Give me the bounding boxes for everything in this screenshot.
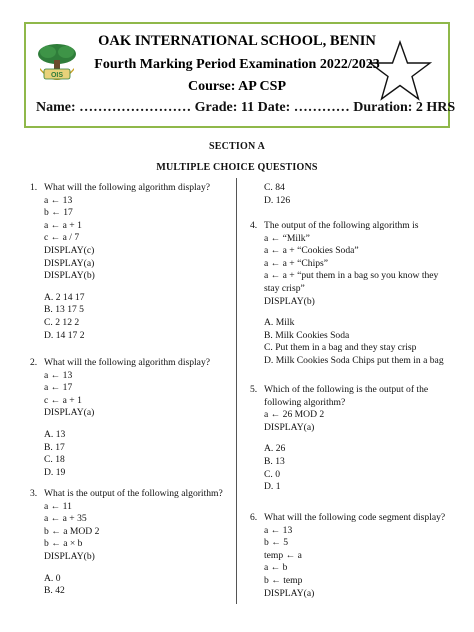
- code-line: b ← 5: [264, 537, 288, 549]
- column-divider: [236, 178, 237, 604]
- student-info-line: Name: …………………… Grade: 11 Date: ………… Duration: 2 HRS: [36, 100, 456, 115]
- code-line: DISPLAY(b): [44, 270, 95, 282]
- answer-option: B. 13: [264, 455, 285, 467]
- answer-option: D. Milk Cookies Soda Chips put them in a bag: [264, 354, 444, 366]
- question-text-continued: following algorithm?: [264, 396, 346, 408]
- code-line: a ← 26 MOD 2: [264, 409, 325, 421]
- answer-option: B. 42: [44, 585, 65, 597]
- code-line: DISPLAY(c): [44, 244, 95, 256]
- question-text: What is the output of the following algorithm?: [44, 488, 223, 499]
- logo-text: OIS: [50, 72, 64, 79]
- question-number: 3.: [30, 488, 38, 499]
- answer-option: C. 84: [264, 182, 285, 193]
- answer-option: D. 1: [264, 481, 281, 493]
- code-line: DISPLAY(a): [44, 407, 95, 419]
- answer-option: A. 0: [44, 572, 61, 584]
- code-line: DISPLAY(b): [44, 550, 95, 562]
- question-number: 2.: [30, 357, 38, 368]
- answer-option: D. 126: [264, 194, 291, 206]
- code-line: a ← a + “Chips”: [264, 257, 329, 269]
- answer-option: A. 2 14 17: [44, 291, 85, 303]
- code-line: a ← “Milk”: [264, 232, 310, 244]
- question-number: 6.: [250, 512, 258, 523]
- answer-option: C. Put them in a bag and they stay crisp: [264, 342, 417, 354]
- answer-option: D. 14 17 2: [44, 329, 85, 341]
- code-line: DISPLAY(a): [264, 587, 315, 599]
- answer-option: B. Milk Cookies Soda: [264, 329, 350, 341]
- code-line: stay crisp”: [264, 282, 305, 294]
- code-line: b ← 17: [44, 207, 73, 219]
- answer-option: A. Milk: [264, 317, 295, 329]
- code-line: a ← 13: [44, 194, 73, 206]
- code-line: a ← a + “Cookies Soda”: [264, 245, 359, 257]
- answer-option: D. 19: [44, 466, 66, 478]
- exam-title: Fourth Marking Period Examination 2022/2023: [94, 57, 380, 72]
- code-line: a ← b: [264, 562, 288, 574]
- question-number: 4.: [250, 220, 258, 231]
- code-line: temp ← a: [264, 549, 302, 561]
- answer-option: C. 18: [44, 454, 65, 466]
- code-line: b ← a MOD 2: [44, 525, 100, 537]
- code-line: a ← a + 35: [44, 513, 87, 525]
- question-text: What will the following algorithm display?: [44, 357, 210, 368]
- section-subtitle: MULTIPLE CHOICE QUESTIONS: [156, 162, 318, 173]
- question-number: 1.: [30, 182, 38, 193]
- code-line: a ← a + 1: [44, 219, 82, 231]
- code-line: a ← a + “put them in a bag so you know they: [264, 270, 439, 282]
- code-line: DISPLAY(b): [264, 295, 315, 307]
- section-title: SECTION A: [209, 141, 265, 152]
- answer-option: A. 13: [44, 428, 66, 440]
- code-line: a ← 11: [44, 500, 72, 512]
- code-line: a ← 13: [264, 524, 293, 536]
- code-line: c ← a / 7: [44, 232, 80, 244]
- answer-option: C. 2 12 2: [44, 316, 80, 328]
- question-text: What will the following algorithm display?: [44, 182, 210, 193]
- question-number: 5.: [250, 384, 258, 395]
- answer-option: A. 26: [264, 443, 286, 455]
- code-line: DISPLAY(a): [264, 421, 315, 433]
- question-text: What will the following code segment display?: [264, 512, 446, 523]
- answer-option: B. 17: [44, 441, 65, 453]
- question-text: Which of the following is the output of the: [264, 384, 429, 395]
- code-line: b ← temp: [264, 574, 303, 586]
- code-line: DISPLAY(a): [44, 257, 95, 269]
- code-line: c ← a + 1: [44, 394, 82, 406]
- course-title: Course: AP CSP: [188, 79, 286, 94]
- question-text: The output of the following algorithm is: [264, 220, 419, 231]
- code-line: a ← 13: [44, 369, 73, 381]
- code-line: b ← a × b: [44, 538, 83, 550]
- question-3-continued: [264, 182, 290, 207]
- answer-option: B. 13 17 5: [44, 304, 84, 316]
- code-line: a ← 17: [44, 382, 73, 394]
- answer-option: C. 0: [264, 468, 280, 480]
- school-name: OAK INTERNATIONAL SCHOOL, BENIN: [98, 33, 376, 49]
